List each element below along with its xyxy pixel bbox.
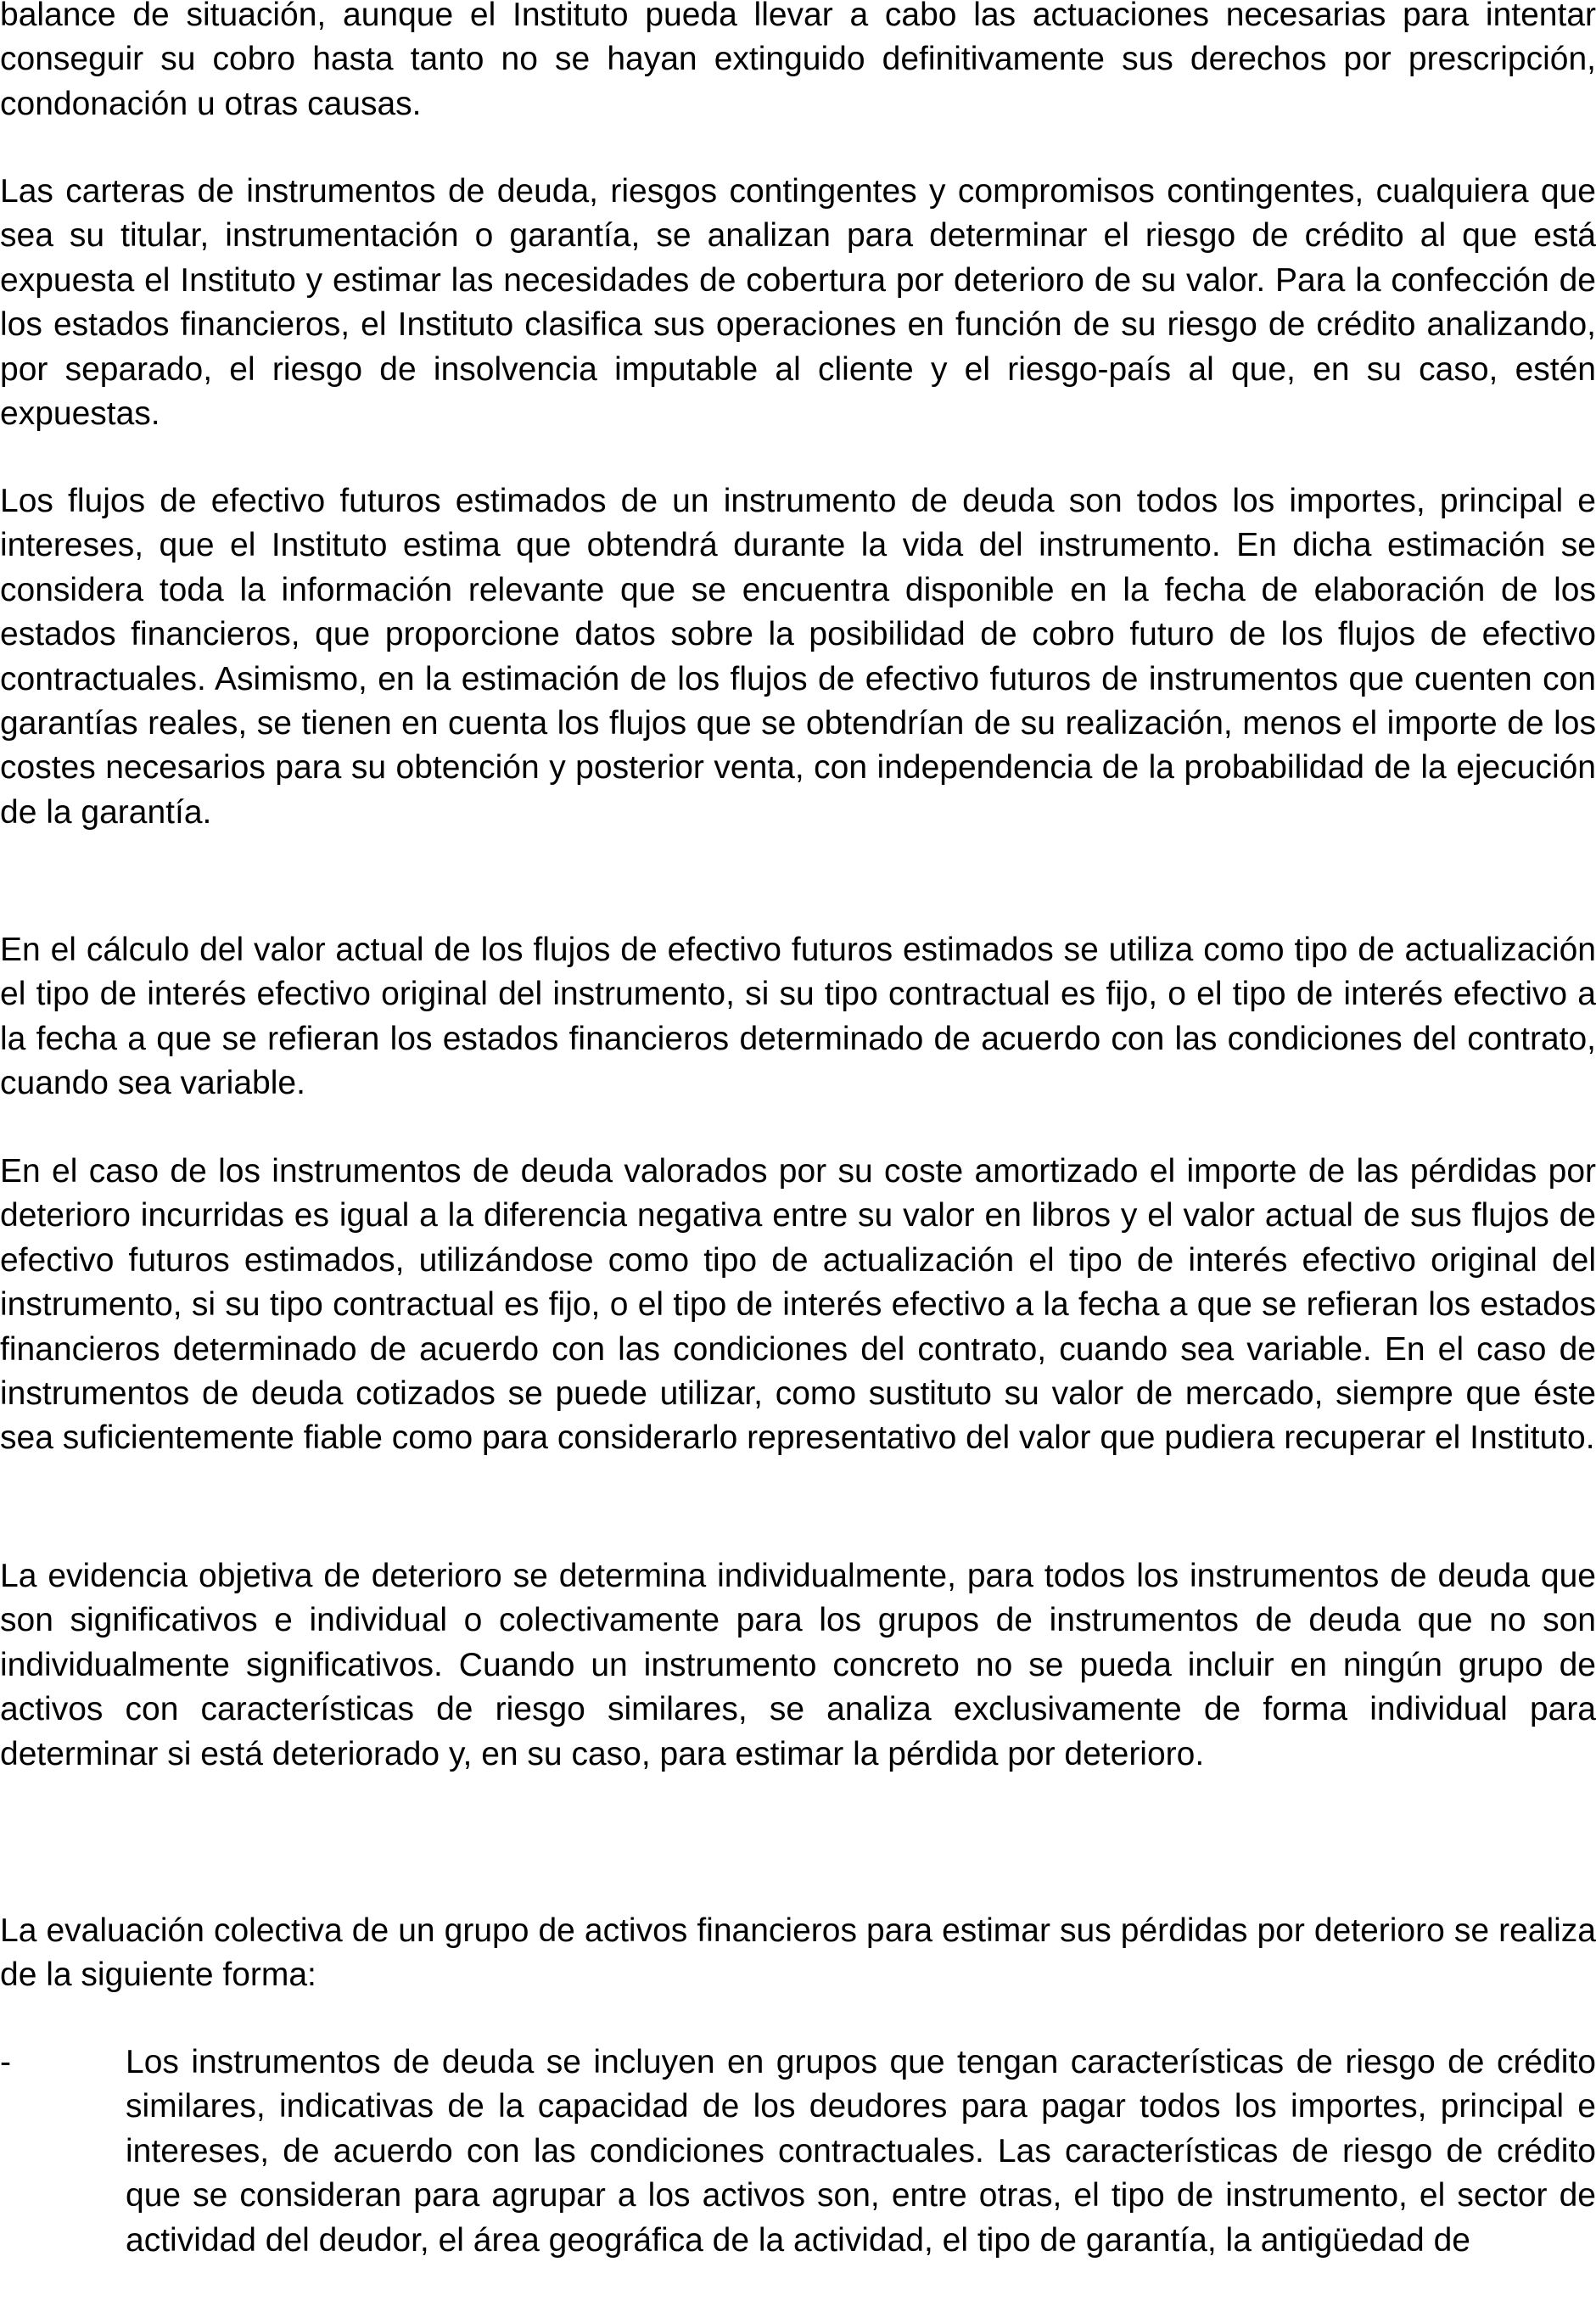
paragraph-calculo-valor-actual: En el cálculo del valor actual de los flujos de efectivo futuros estimados se utiliza como tipo de actualización el tipo de interés efectivo original del instrumento, si su tipo contractual es fijo, o el tipo de interés efectivo a la fecha a que se refieran los estados financieros determinado de acuerdo con las condiciones del contrato, cuando sea variable.	[0, 932, 1596, 1102]
paragraph-evidencia-objetiva: La evidencia objetiva de deterioro se determina individualmente, para todos los instrumentos de deuda que son significativos e individual o colectivamente para los grupos de instrumentos de deuda que no son individualmente significativos. Cuando un instrumento concreto no se pueda incluir en ningún grupo de activos con características de riesgo similares, se analiza exclusivamente de forma individual para determinar si está deteriorado y, en su caso, para estimar la pérdida por deterioro.	[0, 1558, 1596, 1772]
list-bullet: -	[0, 2044, 11, 2080]
paragraph-evaluacion-colectiva: La evaluación colectiva de un grupo de activos financieros para estimar sus pérdidas por deterioro se realiza de la siguiente forma:	[0, 1912, 1596, 1994]
list-item-text: Los instrumentos de deuda se incluyen en grupos que tengan características de riesgo de crédito similares, indicativas de la capacidad de los deudores para pagar todos los importes, principal e intereses, de acuerdo con las condiciones contractuales. Las características de riesgo de crédito que se consideran para agrupar a los activos son, entre otras, el tipo de instrumento, el sector de actividad del deudor, el área geográfica de la actividad, el tipo de garantía, la antigüedad de	[126, 2044, 1596, 2259]
paragraph-carteras-instrumentos: Las carteras de instrumentos de deuda, riesgos contingentes y compromisos contingentes, cualquiera que sea su titular, instrumentación o garantía, se analizan para determinar el riesgo de crédito al que está expuesta el Instituto y estimar las necesidades de cobertura por deterioro de su valor. Para la confección de los estados financieros, el Instituto clasifica sus operaciones en función de su riesgo de crédito analizando, por separado, el riesgo de insolvencia imputable al cliente y el riesgo-país al que, en su caso, estén expuestas.	[0, 173, 1596, 433]
paragraph-flujos-efectivo: Los flujos de efectivo futuros estimados de un instrumento de deuda son todos los importes, principal e intereses, que el Instituto estima que obtendrá durante la vida del instrumento. En dicha estimación se considera toda la información relevante que se encuentra disponible en la fecha de elaboración de los estados financieros, que proporcione datos sobre la posibilidad de cobro futuro de los flujos de efectivo contractuales. Asimismo, en la estimación de los flujos de efectivo futuros de instrumentos que cuenten con garantías reales, se tienen en cuenta los flujos que se obtendrían de su realización, menos el importe de los costes necesarios para su obtención y posterior venta, con independencia de la probabilidad de la ejecución de la garantía.	[0, 483, 1596, 831]
paragraph-balance-situacion: balance de situación, aunque el Instituto pueda llevar a cabo las actuaciones necesarias para intentar conseguir su cobro hasta tanto no se hayan extinguido definitivamente sus derechos por prescripción, condonación u otras causas.	[0, 0, 1596, 122]
paragraph-coste-amortizado: En el caso de los instrumentos de deuda valorados por su coste amortizado el importe de las pérdidas por deterioro incurridas es igual a la diferencia negativa entre su valor en libros y el valor actual de sus flujos de efectivo futuros estimados, utilizándose como tipo de actualización el tipo de interés efectivo original del instrumento, si su tipo contractual es fijo, o el tipo de interés efectivo a la fecha a que se refieran los estados financieros determinado de acuerdo con las condiciones del contrato, cuando sea variable. En el caso de instrumentos de deuda cotizados se puede utilizar, como sustituto su valor de mercado, siempre que éste sea suficientemente fiable como para considerarlo representativo del valor que pudiera recuperar el Instituto.	[0, 1153, 1596, 1457]
